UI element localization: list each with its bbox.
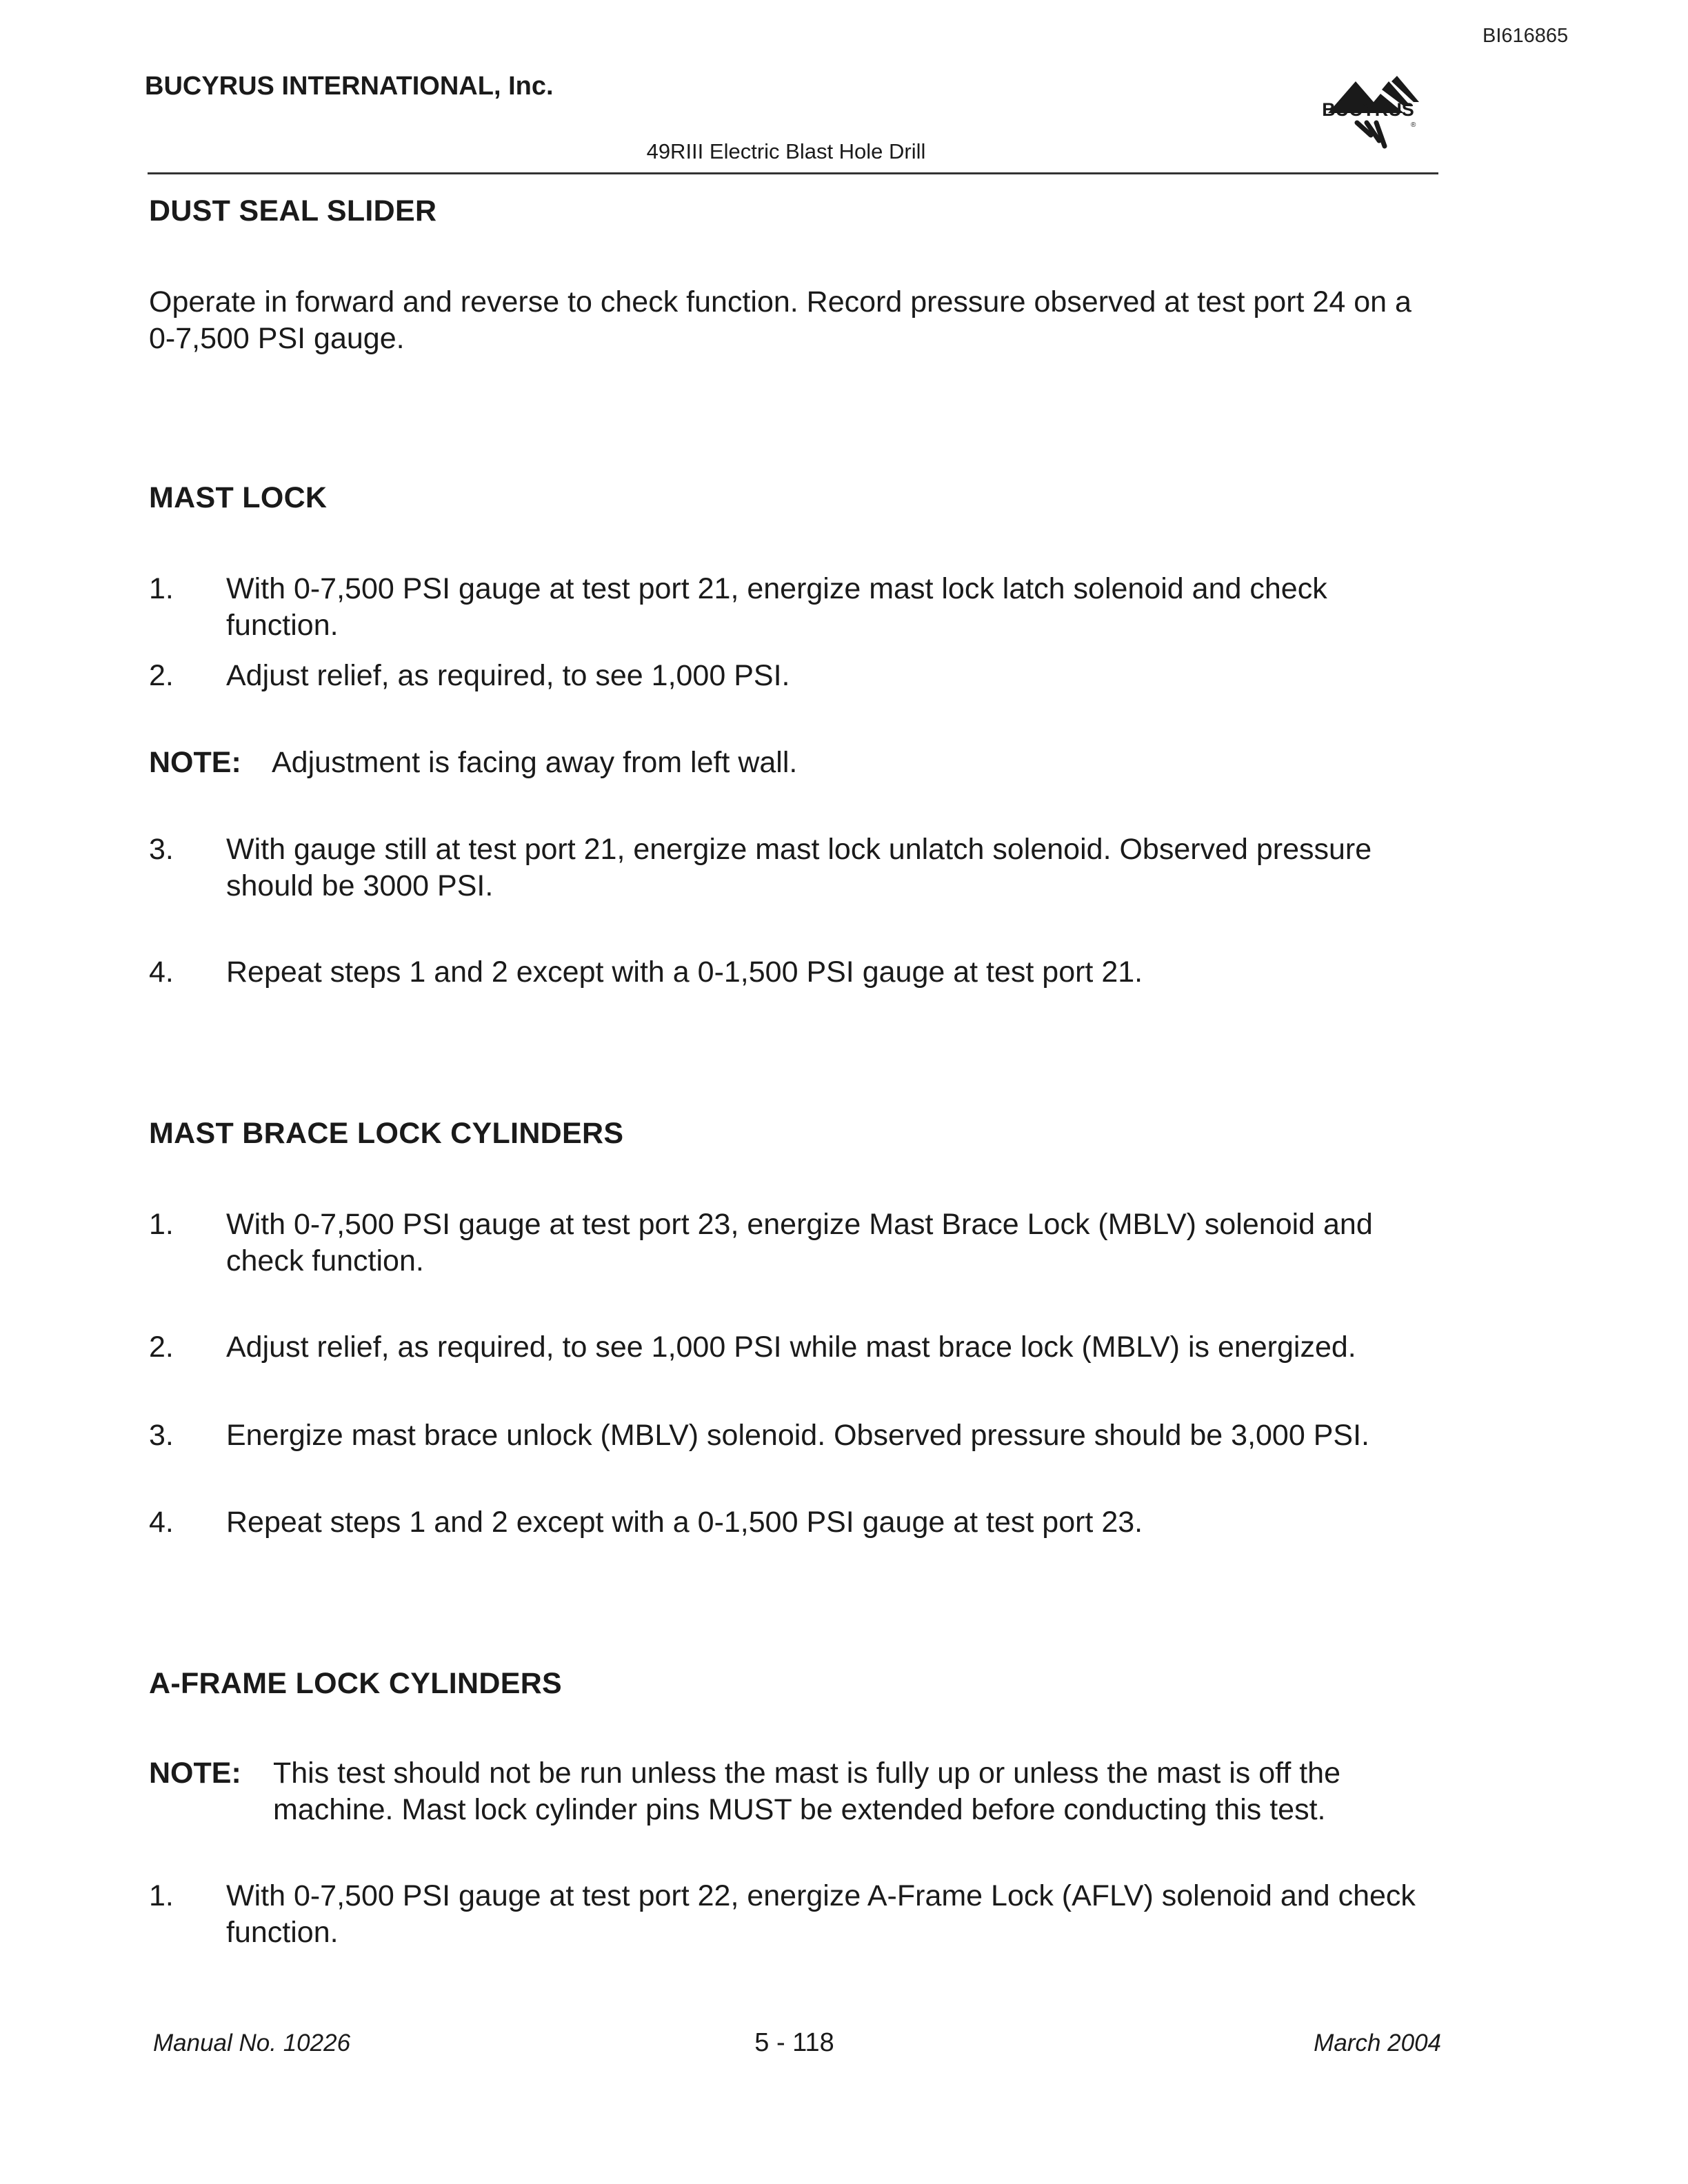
- section-title-mast-lock: MAST LOCK: [149, 481, 328, 514]
- svg-text:®: ®: [1411, 121, 1416, 129]
- step-text: Repeat steps 1 and 2 except with a 0-1,500 PSI gauge at test port 23.: [226, 1506, 1143, 1539]
- step-number: 4.: [149, 956, 174, 989]
- manual-subtitle: 49RIII Electric Blast Hole Drill: [646, 139, 926, 163]
- step-number: 1.: [149, 1208, 174, 1241]
- step-text: With 0-7,500 PSI gauge at test port 22, energize A-Frame Lock (AFLV) solenoid and check function.: [226, 1879, 1416, 1949]
- publication-date: March 2004: [1314, 2030, 1441, 2056]
- step-text: With gauge still at test port 21, energize mast lock unlatch solenoid. Observed pressure should be 3000 PSI.: [226, 833, 1372, 902]
- dust-seal-body: Operate in forward and reverse to check function. Record pressure observed at test port 24 on a 0-7,500 PSI gauge.: [149, 285, 1411, 355]
- note-label: NOTE:: [149, 1757, 241, 1790]
- section-title-mast-brace: MAST BRACE LOCK CYLINDERS: [149, 1117, 624, 1150]
- note-text: This test should not be run unless the mast is fully up or unless the mast is off the machine. Mast lock cylinder pins MUST be extended before conducting this test.: [273, 1757, 1340, 1826]
- step-text: With 0-7,500 PSI gauge at test port 21, energize mast lock latch solenoid and check function.: [226, 572, 1327, 642]
- step-text: Repeat steps 1 and 2 except with a 0-1,500 PSI gauge at test port 21.: [226, 956, 1143, 989]
- step-number: 2.: [149, 1331, 174, 1364]
- step-number: 1.: [149, 1879, 174, 1912]
- page-number: 5 - 118: [754, 2028, 834, 2057]
- note-text: Adjustment is facing away from left wall.: [272, 746, 798, 779]
- step-number: 3.: [149, 833, 174, 866]
- header-divider: [148, 172, 1438, 174]
- step-text: Adjust relief, as required, to see 1,000 PSI while mast brace lock (MBLV) is energized.: [226, 1331, 1356, 1364]
- logo-text: BUCYRUS: [1322, 99, 1414, 120]
- section-title-a-frame: A-FRAME LOCK CYLINDERS: [149, 1667, 563, 1700]
- step-text: Energize mast brace unlock (MBLV) solenoid. Observed pressure should be 3,000 PSI.: [226, 1419, 1369, 1452]
- company-name: BUCYRUS INTERNATIONAL, Inc.: [145, 72, 554, 101]
- document-id: BI616865: [1483, 25, 1569, 47]
- step-number: 2.: [149, 659, 174, 692]
- step-text: Adjust relief, as required, to see 1,000 PSI.: [226, 659, 790, 692]
- step-text: With 0-7,500 PSI gauge at test port 23, energize Mast Brace Lock (MBLV) solenoid and check function.: [226, 1208, 1373, 1277]
- step-number: 3.: [149, 1419, 174, 1452]
- note-label: NOTE:: [149, 746, 241, 779]
- manual-number: Manual No. 10226: [153, 2030, 351, 2056]
- step-number: 4.: [149, 1506, 174, 1539]
- step-number: 1.: [149, 572, 174, 605]
- section-title-dust-seal: DUST SEAL SLIDER: [149, 194, 437, 228]
